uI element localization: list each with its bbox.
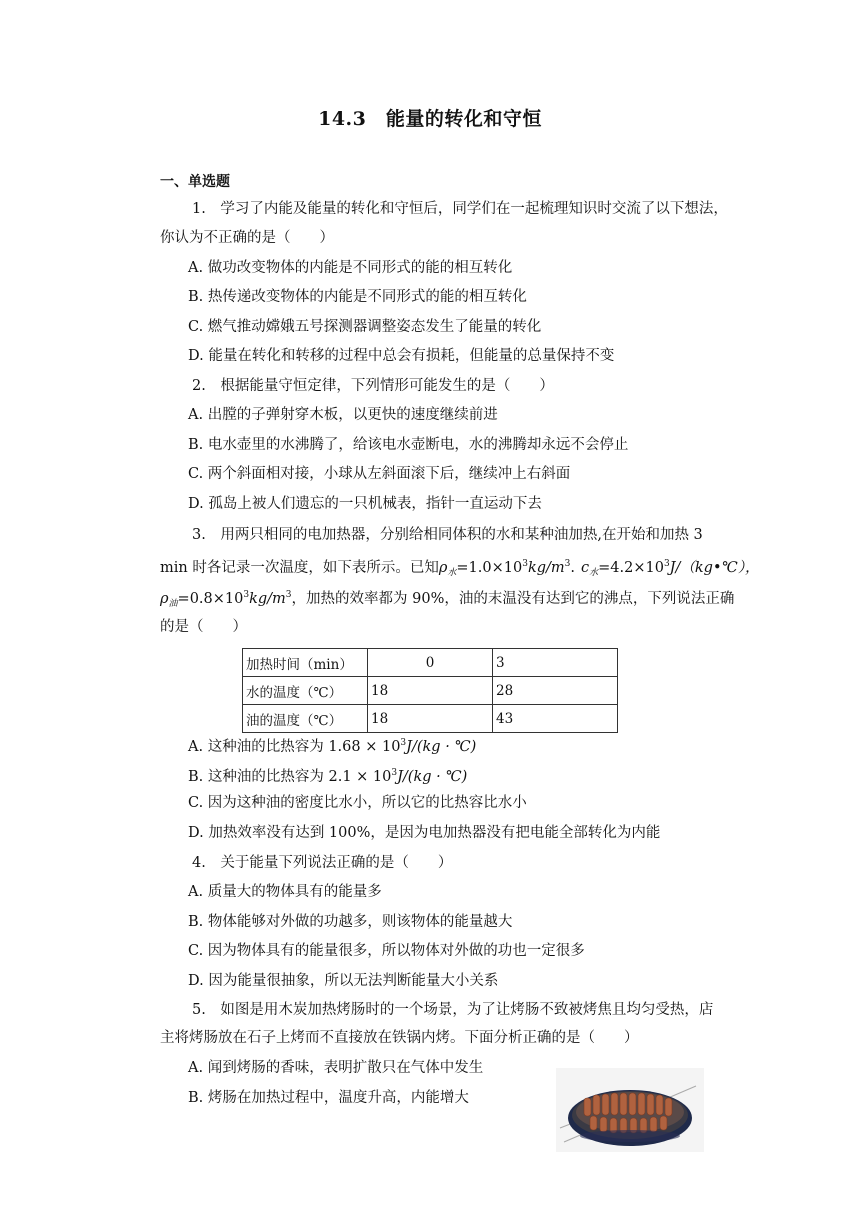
exponent: 3 (391, 768, 398, 778)
option-text: A. 这种油的比热容为 (188, 739, 329, 755)
density-unit: kg/m (249, 591, 286, 607)
question-1-option-b: B. 热传递改变物体的内能是不同形式的能的相互转化 (188, 289, 527, 305)
question-3-stem-line4: 的是（ ） (160, 619, 247, 635)
table-row (243, 677, 618, 705)
table-cell: 18 (368, 677, 493, 705)
table-cell: 28 (493, 677, 618, 705)
question-3-option-b (188, 763, 467, 787)
table-cell: 水的温度（℃） (243, 677, 368, 705)
question-5-option-b: B. 烤肠在加热过程中，温度升高，内能增大 (188, 1090, 469, 1106)
question-3-text: ，加热的效率都为 90%，油的末温没有达到它的沸点，下列说法正确 (291, 591, 735, 607)
oil-subscript: 油 (168, 599, 178, 609)
question-4-option-d: D. 因为能量很抽象，所以无法判断能量大小关系 (188, 973, 499, 989)
question-1-option-c: C. 燃气推动嫦娥五号探测器调整姿态发生了能量的转化 (188, 319, 542, 335)
question-4-option-b: B. 物体能够对外做的功越多，则该物体的能量越大 (188, 914, 513, 930)
question-3-text: min 时各记录一次温度，如下表所示。已知 (160, 560, 439, 576)
question-2-option-b: B. 电水壶里的水沸腾了，给该电水壶断电，水的沸腾却永远不会停止 (188, 437, 629, 453)
oil-density-value: =0.8×10 (177, 591, 244, 607)
water-subscript: 水 (589, 568, 599, 578)
water-subscript: 水 (447, 568, 457, 578)
question-3-stem-line2 (160, 554, 759, 583)
water-specific-heat-value: =4.2×10 (598, 560, 664, 576)
rho-symbol: ρ (160, 591, 169, 607)
exponent: 3 (564, 559, 571, 569)
question-4-option-a: A. 质量大的物体具有的能量多 (188, 884, 382, 900)
question-3-option-a (188, 733, 476, 757)
table-row (243, 705, 618, 733)
density-unit: kg/m (527, 560, 565, 576)
exponent: 3 (400, 738, 407, 748)
question-4-option-c: C. 因为物体具有的能量很多，所以物体对外做的功也一定很多 (188, 943, 585, 959)
question-4-stem: 4. 关于能量下列说法正确的是（ ） (192, 855, 453, 871)
exponent: 3 (522, 559, 528, 569)
exponent: 3 (243, 590, 250, 600)
specific-heat-unit: J/（kg•℃）， (669, 560, 760, 576)
table-cell: 3 (493, 649, 618, 677)
question-3-stem: 3. 用两只相同的电加热器，分别给相同体积的水和某种油加热,在开始和加热 3 (192, 527, 703, 543)
question-2-option-c: C. 两个斜面相对接，小球从左斜面滚下后，继续冲上右斜面 (188, 466, 571, 482)
table-cell: 加热时间（min） (243, 649, 368, 677)
question-5-stem: 5. 如图是用木炭加热烤肠时的一个场景，为了让烤肠不致被烤焦且均匀受热，店 (192, 1002, 714, 1018)
table-row (243, 649, 618, 677)
c-symbol: c (580, 560, 590, 576)
table-cell: 18 (368, 705, 493, 733)
question-5-option-a: A. 闻到烤肠的香味，表明扩散只在气体中发生 (188, 1060, 484, 1076)
rho-symbol: ρ (438, 560, 448, 576)
table-cell: 油的温度（℃） (243, 705, 368, 733)
table-cell: 0 (368, 649, 493, 677)
question-2-option-a: A. 出膛的子弹射穿木板，以更快的速度继续前进 (188, 407, 498, 423)
question-1-option-d: D. 能量在转化和转移的过程中总会有损耗，但能量的总量保持不变 (188, 348, 615, 364)
formula-value: 1.68 × 10 (328, 739, 401, 755)
formula-unit: J/(kg · ℃) (406, 739, 477, 755)
page-title: 14.3 能量的转化和守恒 (318, 108, 542, 130)
question-2-option-d: D. 孤岛上被人们遗忘的一只机械表，指针一直运动下去 (188, 496, 542, 512)
question-1-option-a: A. 做功改变物体的内能是不同形式的能的相互转化 (188, 260, 513, 276)
table-cell: 43 (493, 705, 618, 733)
question-3-option-c: C. 因为这种油的密度比水小，所以它的比热容比水小 (188, 795, 527, 811)
question-3-option-d: D. 加热效率没有达到 100%，是因为电加热器没有把电能全部转化为内能 (188, 825, 661, 841)
question-3-stem-line3 (160, 585, 734, 614)
temperature-table (242, 648, 618, 733)
section-heading: 一、单选题 (160, 174, 230, 190)
sausage-grill-image (556, 1068, 704, 1152)
question-2-stem: 2. 根据能量守恒定律，下列情形可能发生的是（ ） (192, 378, 554, 394)
period: . (570, 560, 575, 576)
formula-value: 2.1 × 10 (328, 769, 392, 785)
option-text: B. 这种油的比热容为 (188, 769, 329, 785)
water-density-value: =1.0×10 (456, 560, 523, 576)
exponent: 3 (663, 559, 670, 569)
question-5-stem-cont: 主将烤肠放在石子上烤而不直接放在铁锅内烤。下面分析正确的是（ ） (160, 1030, 639, 1046)
question-1-stem: 1. 学习了内能及能量的转化和守恒后，同学们在一起梳理知识时交流了以下想法， (192, 201, 728, 217)
formula-unit: J/(kg · ℃) (397, 769, 468, 785)
exponent: 3 (285, 590, 292, 600)
question-1-stem-cont: 你认为不正确的是（ ） (160, 230, 334, 246)
